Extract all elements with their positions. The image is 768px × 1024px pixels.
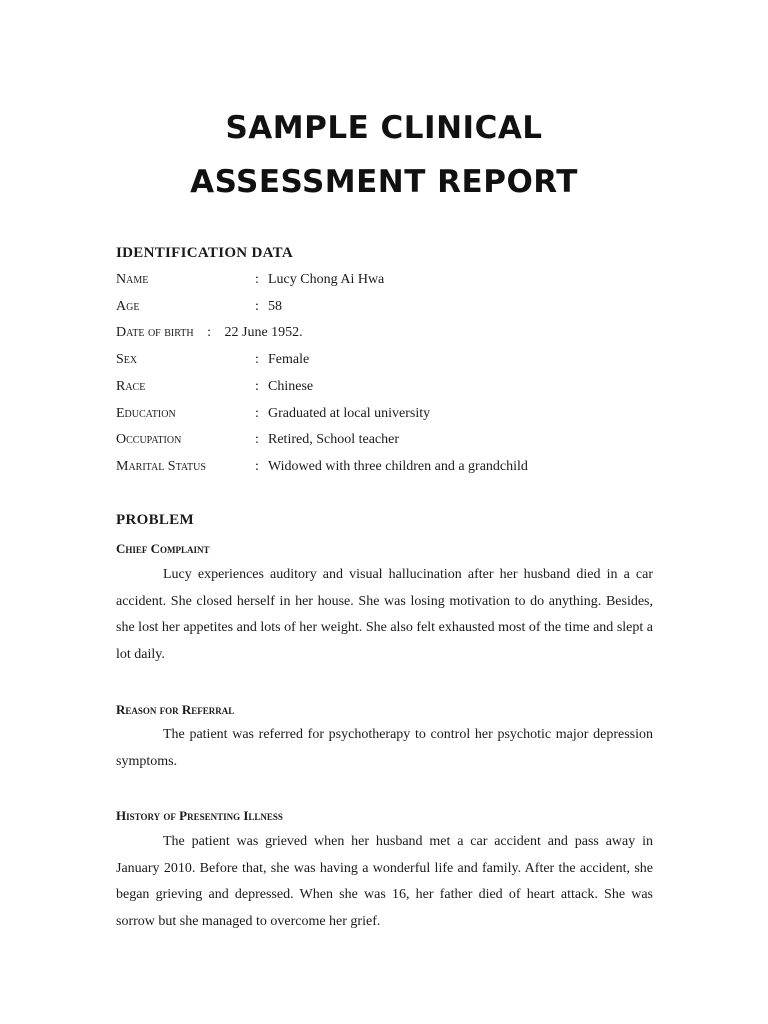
reason-for-referral-text: The patient was referred for psychotherapy to control her psychotic major depression symptoms. <box>116 727 653 769</box>
chief-complaint-text: Lucy experiences auditory and visual hallucination after her husband died in a car accident. She closed herself in her house. She was losing motivation to do anything. Besides, she lost her appetites and lots of her weight. She also felt exhausted most of the time and slept a lot daily. <box>116 567 653 663</box>
field-value: Female <box>268 352 310 367</box>
field-separator: : <box>255 379 259 394</box>
report-title-line-1: SAMPLE CLINICAL <box>225 110 543 146</box>
field-separator: : <box>255 406 259 421</box>
field-label: Education <box>116 406 176 421</box>
field-value: 58 <box>268 299 282 314</box>
field-date-of-birth <box>116 325 303 345</box>
history-text: The patient was grieved when her husband met a car accident and pass away in January 2010. Before that, she was having a wonderful life and family. After the accident, she began grieving and depressed. When she was 16, her father died of heart attack. She was sorrow but she managed to overcome her grief. <box>116 834 653 930</box>
reason-for-referral-heading: Reason for Referral <box>116 702 235 717</box>
field-label: Name <box>116 272 149 287</box>
field-label: Sex <box>116 352 138 367</box>
field-value: Graduated at local university <box>268 406 431 421</box>
field-separator: : <box>255 299 259 314</box>
field-value: Lucy Chong Ai Hwa <box>268 272 385 287</box>
history-heading: History of Presenting Illness <box>116 808 283 823</box>
field-value: Chinese <box>268 379 314 394</box>
report-title-line-2: ASSESSMENT REPORT <box>190 164 578 200</box>
field-separator: : <box>255 432 259 447</box>
field-label: Race <box>116 379 146 394</box>
identification-heading: IDENTIFICATION DATA <box>116 245 293 261</box>
field-value: Retired, School teacher <box>268 432 400 447</box>
field-value: 22 June 1952. <box>224 325 303 340</box>
problem-heading: PROBLEM <box>116 512 194 528</box>
field-separator: : <box>255 459 259 474</box>
field-label: Age <box>116 299 140 314</box>
field-separator: : <box>255 352 259 367</box>
chief-complaint-heading: Chief Complaint <box>116 541 210 556</box>
field-label: Occupation <box>116 432 182 447</box>
field-separator: : <box>255 272 259 287</box>
field-label: Date of birth <box>116 325 194 340</box>
field-separator: : <box>207 325 212 340</box>
field-value: Widowed with three children and a grandchild <box>268 459 528 474</box>
field-label: Marital Status <box>116 459 206 474</box>
